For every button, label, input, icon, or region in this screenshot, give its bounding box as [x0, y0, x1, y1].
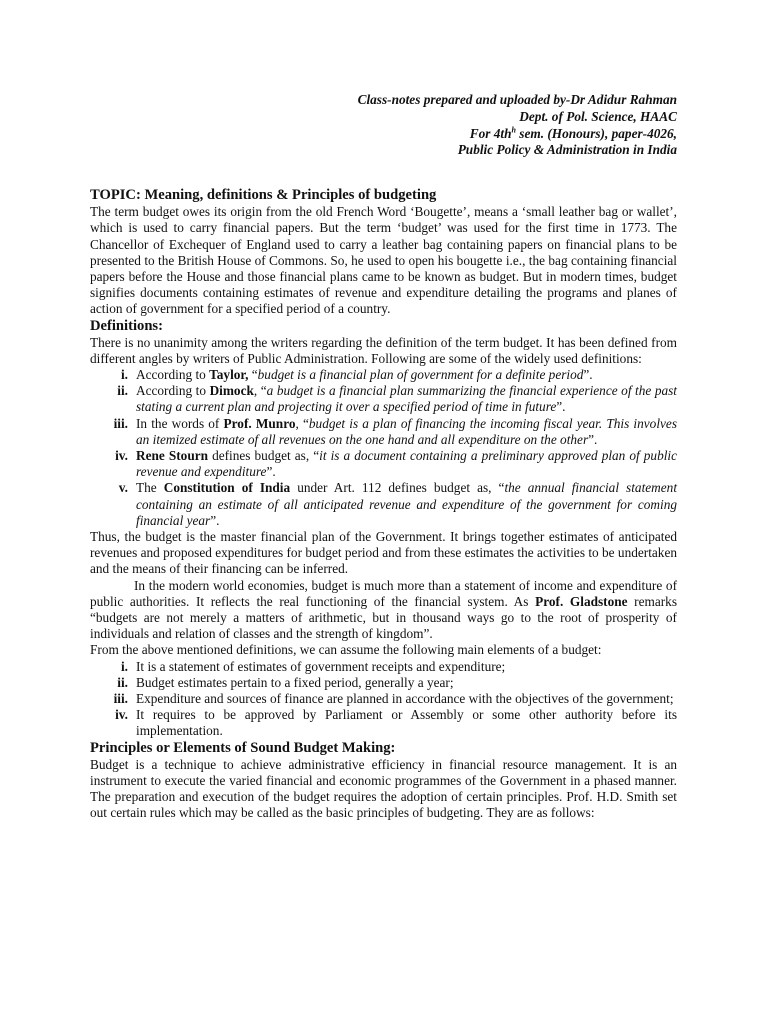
header-dept: Dept. of Pol. Science, HAAC	[519, 108, 677, 124]
list-item: iii. Expenditure and sources of finance are planned in accordance with the objectives of the government;	[113, 691, 674, 707]
elements-intro: From the above mentioned definitions, we can assume the following main elements of a budget:	[90, 642, 602, 658]
header-course: Public Policy & Administration in India	[457, 142, 677, 158]
list-item: v. The Constitution of India under Art. 112 defines budget as, “the annual financial statement containing an estimate of all anticipated revenue and expenditure of the government for coming financial year”.	[118, 480, 678, 528]
principles-heading: Principles or Elements of Sound Budget Making:	[90, 739, 396, 756]
principles-paragraph: Budget is a technique to achieve administrative efficiency in financial resource management. It is an instrument to execute the varied financial and economic programmes of the Government in a phased manner. The preparation and execution of the budget requires the adoption of certain principles. Prof. H.D. Smith set out certain rules which may be called as the basic principles of budgeting. They are as follows:	[90, 756, 677, 821]
intro-paragraph: The term budget owes its origin from the old French Word ‘Bougette’, means a ‘small leather bag or wallet’, which is used to carry financial papers. But the term ‘budget’ was used for the first time in 1773. The Chancellor of Exchequer of England used to carry a leather bag containing papers on financial plans to be presented to the British House of Commons. So, he used to open his bougette i.e., the bag containing financial papers before the House and those financial plans came to be known as budget. But in modern times, budget signifies documents containing estimates of revenue and expenditure detailing the programs and planes of action of government for a specified period of a country.	[90, 204, 677, 317]
list-item: iv. It requires to be approved by Parliament or Assembly or some other authority before its implementation.	[115, 707, 677, 739]
definitions-intro: There is no unanimity among the writers regarding the definition of the term budget. It has been defined from different angles by writers of Public Administration. Following are some of the widely used definitions:	[90, 334, 677, 366]
list-item: iv. Rene Stourn defines budget as, “it is a document containing a preliminary approved plan of public revenue and expenditure”.	[115, 448, 678, 480]
document-header	[90, 92, 677, 159]
definitions-heading: Definitions:	[90, 317, 163, 334]
document-page	[90, 92, 677, 822]
thus-paragraph: Thus, the budget is the master financial plan of the Government. It brings together estimates of anticipated revenues and proposed expenditures for budget period and from these estimates the activities to be undertaken and the means of their financing can be inferred.	[90, 529, 677, 577]
definitions-list	[90, 367, 677, 529]
list-item: i. It is a statement of estimates of government receipts and expenditure;	[120, 658, 506, 674]
header-author: Class-notes prepared and uploaded by-Dr Adidur Rahman	[357, 92, 677, 107]
header-semester: For $4th^h$ sem. (Honours), paper-4026,	[469, 125, 677, 141]
list-item: ii. According to Dimock, “a budget is a financial plan summarizing the financial experience of the past stating a current plan and projecting it over a specified period of time in future”.	[117, 383, 678, 415]
modern-paragraph: In the modern world economies, budget is much more than a statement of income and expenditure of public authorities. It reflects the real functioning of the financial system. As Prof. Gladstone remarks “budgets are not merely a matters of arithmetic, but in thousand ways go to the root of prosperity of individuals and relation of classes and the strength of kingdom”.	[90, 577, 678, 642]
list-item: i. According to Taylor, “budget is a financial plan of government for a definite period”.	[120, 367, 593, 383]
elements-list	[90, 659, 677, 740]
list-item: ii. Budget estimates pertain to a fixed period, generally a year;	[117, 674, 454, 690]
list-item: iii. In the words of Prof. Munro, “budget is a plan of financing the incoming fiscal year. This involves an itemized estimate of all revenues on the one hand and all expenditure on the other”.	[113, 415, 677, 447]
topic-heading: TOPIC: Meaning, definitions & Principles of budgeting	[90, 187, 437, 204]
